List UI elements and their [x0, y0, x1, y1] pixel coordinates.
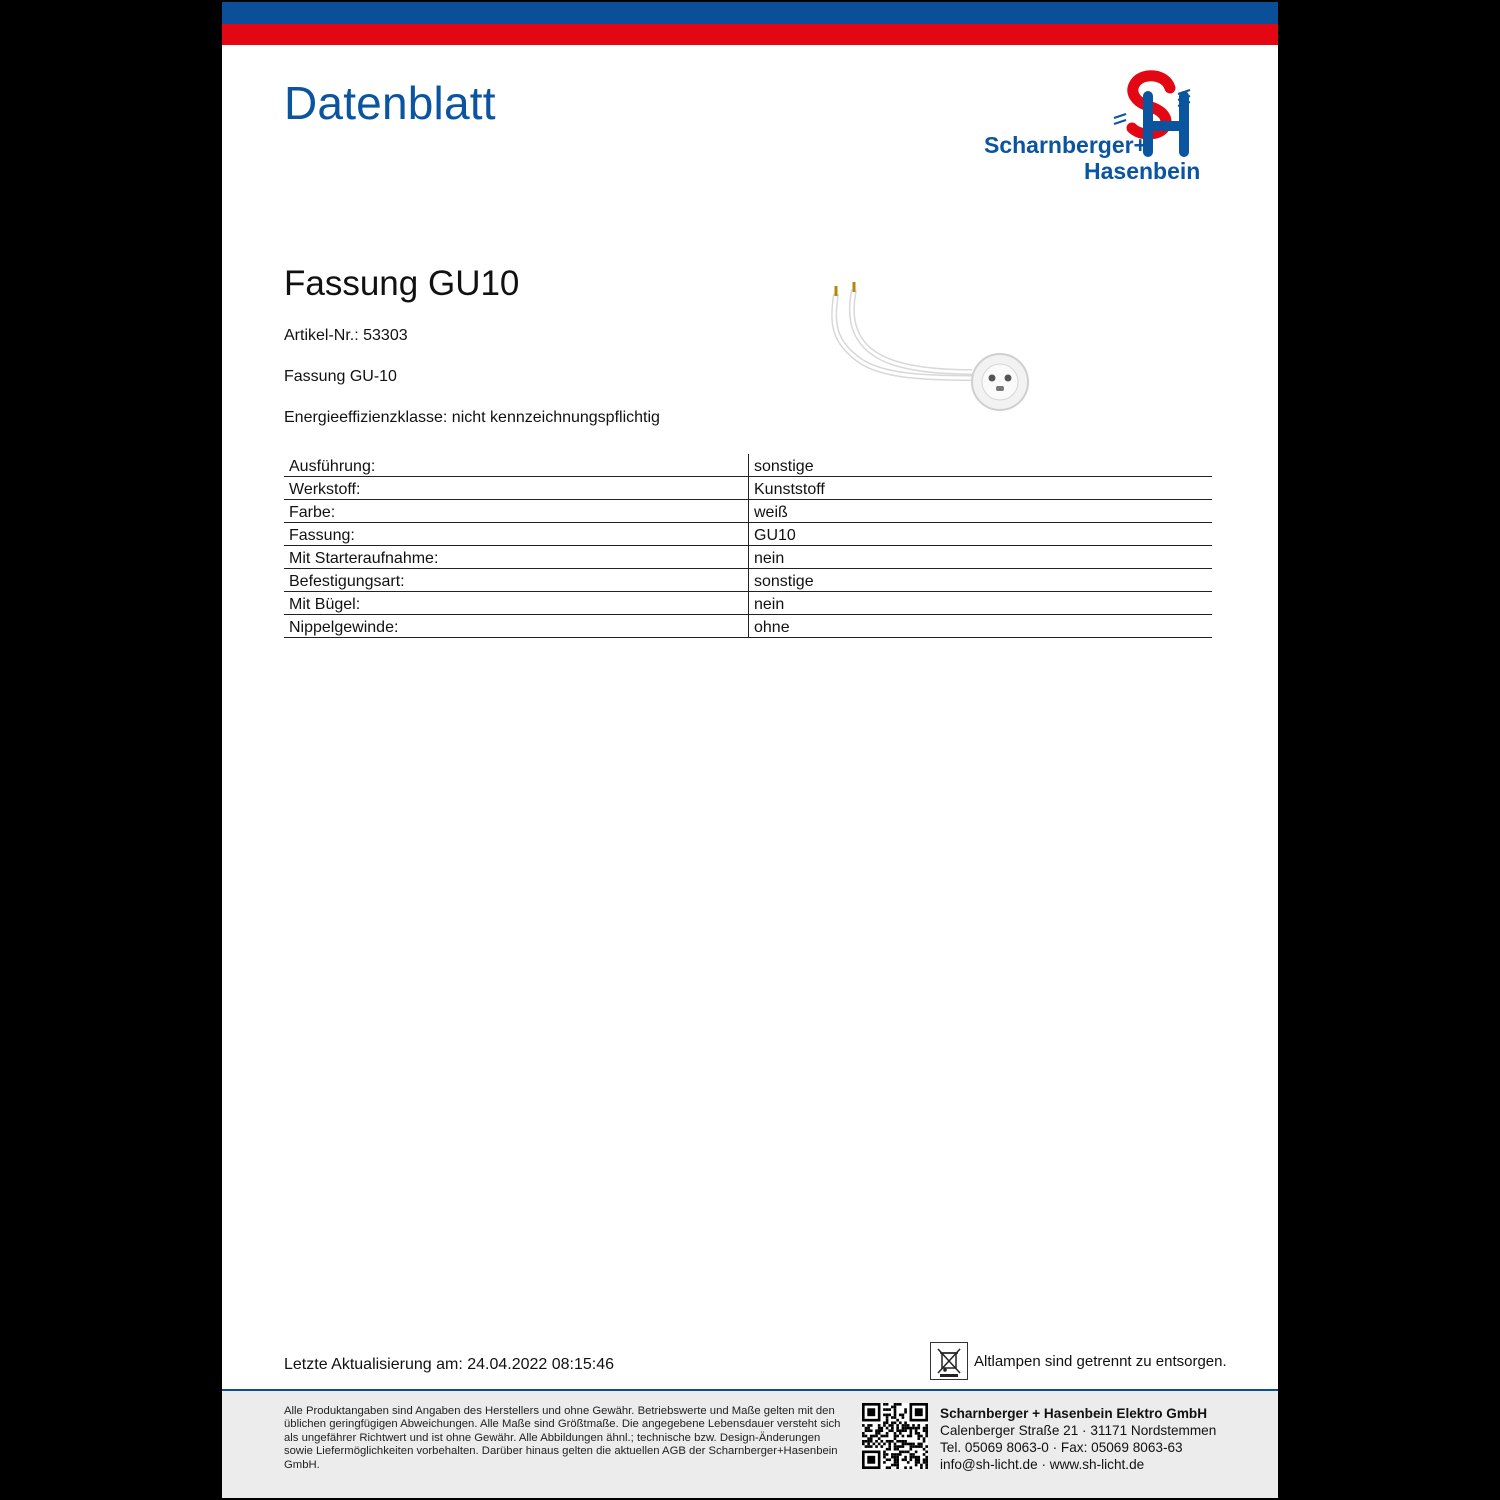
- company-name: Scharnberger + Hasenbein Elektro GmbH: [940, 1406, 1208, 1421]
- spec-value: ohne: [749, 615, 1213, 638]
- spec-label: Farbe:: [284, 500, 749, 523]
- spec-label: Mit Bügel:: [284, 592, 749, 615]
- spec-label: Nippelgewinde:: [284, 615, 749, 638]
- spec-value: GU10: [749, 523, 1213, 546]
- spec-row: [284, 546, 1212, 569]
- spec-value: weiß: [749, 500, 1213, 523]
- article-number: Artikel-Nr.: 53303: [284, 327, 408, 344]
- spec-value: sonstige: [749, 569, 1213, 592]
- company-info: [940, 1405, 1216, 1473]
- spec-value: Kunststoff: [749, 477, 1213, 500]
- last-updated: Letzte Aktualisierung am: 24.04.2022 08:15:46: [284, 1356, 615, 1373]
- spec-label: Mit Starteraufnahme:: [284, 546, 749, 569]
- spec-row: [284, 615, 1212, 638]
- footer-disclaimer: Alle Produktangaben sind Angaben des Herstellers und ohne Gewähr. Betriebswerte und Maße gelten mit den üblichen geringfügigen Abweichungen. Alle Maße sind Größtmaße. Die angegebene Lebensdauer versteht sich als ungefährer Richtwert und ist ohne Gewähr. Alle Abbildungen ähnl.; technische bzw. Design-Änderungen sowie Liefermöglichkeiten vorbehalten. Darüber hinaus gelten die aktuellen AGB der Scharnberger+Hasenbein GmbH.: [284, 1405, 841, 1471]
- specs-table: [284, 454, 1212, 638]
- crossed-out-wheelie-bin-icon: [930, 1342, 968, 1380]
- datasheet-page: [222, 2, 1278, 1498]
- footer: [222, 1389, 1278, 1498]
- logo-text-line1: Scharnberger+: [984, 132, 1147, 158]
- document-title: Datenblatt: [284, 77, 496, 129]
- spec-value: nein: [749, 546, 1213, 569]
- gu10-socket-image: [802, 282, 1032, 422]
- qr-code-icon: [862, 1403, 928, 1469]
- spec-label: Fassung:: [284, 523, 749, 546]
- spec-row: [284, 569, 1212, 592]
- spec-label: Ausführung:: [284, 454, 749, 477]
- spec-row: [284, 523, 1212, 546]
- recycling-notice: Altlampen sind getrennt zu entsorgen.: [974, 1353, 1227, 1370]
- header-blue-stripe: [222, 2, 1278, 24]
- spec-row: [284, 500, 1212, 523]
- product-description: Fassung GU-10: [284, 368, 397, 385]
- company-address: Calenberger Straße 21 · 31171 Nordstemmen: [940, 1423, 1217, 1438]
- logo-text-line2: Hasenbein: [1084, 158, 1201, 184]
- header-red-stripe: [222, 24, 1278, 45]
- product-title: Fassung GU10: [284, 264, 520, 303]
- company-web[interactable]: info@sh-licht.de · www.sh-licht.de: [940, 1457, 1145, 1472]
- company-phone: Tel. 05069 8063-0 · Fax: 05069 8063-63: [940, 1440, 1183, 1455]
- spec-row: [284, 454, 1212, 477]
- spec-label: Werkstoff:: [284, 477, 749, 500]
- spec-row: [284, 592, 1212, 615]
- energy-class: Energieeffizienzklasse: nicht kennzeichnungspflichtig: [284, 409, 660, 426]
- spec-label: Befestigungsart:: [284, 569, 749, 592]
- spec-row: [284, 477, 1212, 500]
- spec-value: sonstige: [749, 454, 1213, 477]
- spec-value: nein: [749, 592, 1213, 615]
